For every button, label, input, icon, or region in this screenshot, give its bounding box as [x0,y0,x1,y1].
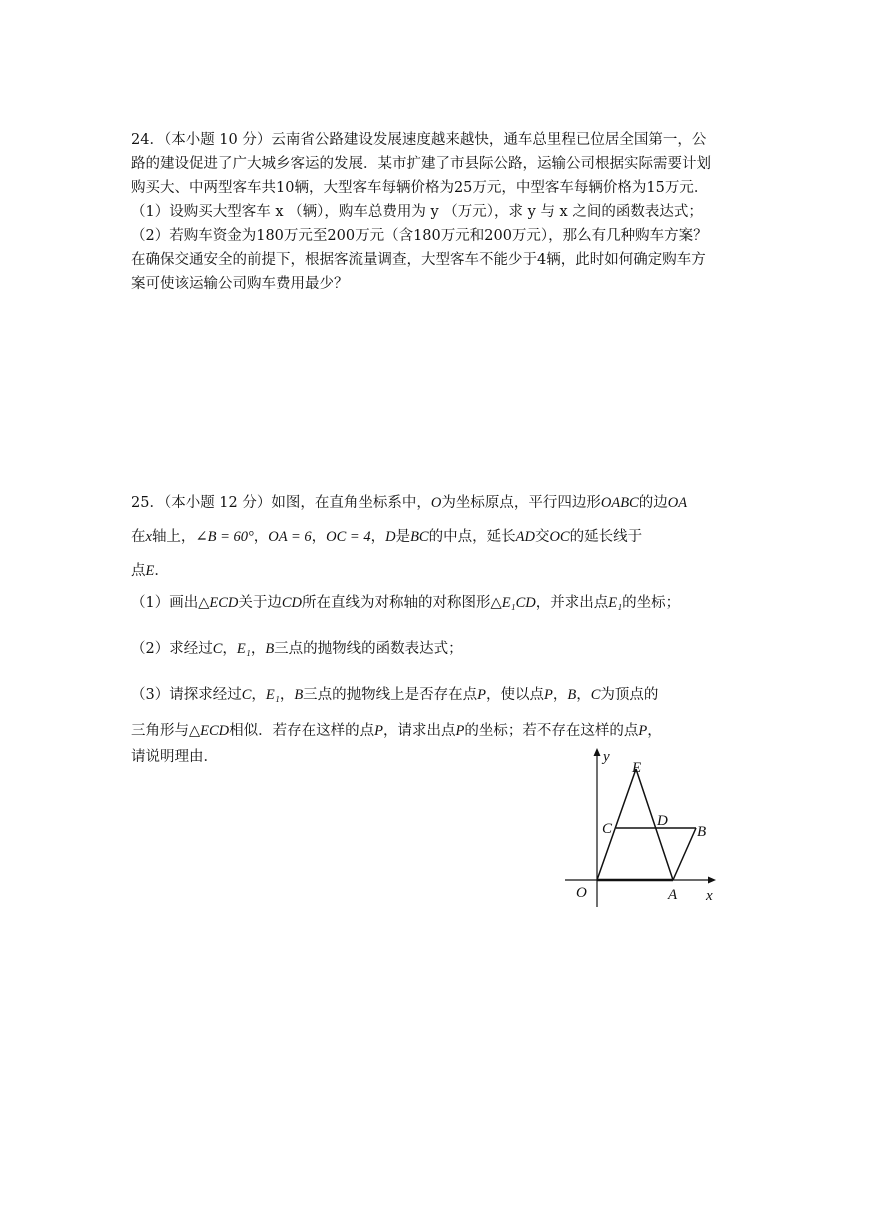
q25-text: （1）画出 [131,595,199,611]
q25-text: ， [552,687,568,703]
math-E1: E₁ [265,687,280,703]
math-P: P [638,723,648,739]
label-B: B [697,824,707,840]
q25-text: 所在直线为对称轴的对称图形 [302,595,491,611]
q25-text: 的中点，延长 [428,529,516,545]
math-E1: E₁ [608,595,623,611]
math-OA: OA [667,495,688,511]
math-C: C [241,687,252,703]
math-E1: E₁ [236,641,251,657]
q24-line-3: 购买大、中两型客车共10辆，大型客车每辆价格为25万元，中型客车每辆价格为15万元． [131,180,709,196]
q25-text: 相似．若存在这样的点 [229,723,375,739]
segment-AB [673,828,696,880]
q25-text: ， [576,687,591,703]
q24-line-2: 路的建设促进了广大城乡客运的发展．某市扩建了市县际公路，运输公司根据实际需要计划 [131,156,711,172]
q25-text: 是 [395,529,411,545]
q25-text: 三点的抛物线上是否存在点 [303,687,478,703]
q25-text: ． [154,563,169,579]
math-OA-eq: OA = 6 [268,529,312,545]
q25-text: ，并求出点 [535,595,609,611]
q25-text: ， [647,723,662,739]
label-x: x [706,888,713,904]
q24-line-1: 24．（本小题 10 分）云南省公路建设发展速度越来越快，通车总里程已位居全国第一，公 [131,132,707,148]
label-O: O [576,885,587,901]
q25-text: ， [311,529,327,545]
q25-part-1 [131,593,680,613]
q25-text: 为顶点的 [600,687,659,703]
math-D: D [385,529,396,545]
q25-text: 的延长线于 [569,529,643,545]
label-y: y [603,749,610,765]
q25-text: ， [250,641,266,657]
math-B: B [567,687,577,703]
q25-line-3 [131,561,169,581]
math-P: P [374,723,384,739]
math-tri-ECD: △ECD [189,723,230,739]
q25-part-3-cont [131,721,662,741]
q25-text: 三角形与 [131,723,189,739]
q25-text: 轴上， [151,529,196,545]
q24-line-5: （2）若购车资金为180万元至200万元（含180万元和200万元），那么有几种购车方案？ [131,228,708,244]
label-C: C [602,821,613,837]
q25-line-1 [131,493,687,513]
math-angle-B: ∠B = 60° [195,529,254,545]
math-x: x [145,529,152,545]
math-CD: CD [281,595,303,611]
x-axis-arrow [708,877,716,884]
q25-text: 点 [131,563,146,579]
math-O: O [430,495,442,511]
math-OC: OC [549,529,570,545]
q25-text: 的坐标； [622,595,681,611]
q25-part-3 [131,685,658,705]
coordinate-figure [560,745,730,910]
label-A: A [668,887,678,903]
q25-text: （2）求经过 [131,641,213,657]
math-P: P [455,723,465,739]
math-OC-eq: OC = 4 [326,529,371,545]
math-AD: AD [515,529,535,545]
q25-line-2 [131,527,642,547]
q25-text: ， [222,641,237,657]
q25-text: 在 [131,529,146,545]
q24-line-6: 在确保交通安全的前提下，根据客流量调查，大型客车不能少于4辆，此时如何确定购车方 [131,252,706,268]
q25-text: 交 [534,529,550,545]
q25-text: 关于边 [238,595,282,611]
q24-line-7: 案可使该运输公司购车费用最少？ [131,276,349,292]
q25-part-3-end: 请说明理由． [131,749,218,765]
q25-text: ， [370,529,386,545]
q25-text: ， [251,687,266,703]
q24-line-4: （1）设购买大型客车 x （辆），购车总费用为 y （万元），求 y 与 x 之间的函数表达式； [131,204,703,220]
question-24 [131,130,743,320]
math-B: B [294,687,304,703]
y-axis-arrow [594,748,601,756]
q25-text: ，使以点 [486,687,545,703]
math-P: P [544,687,553,703]
math-tri-E1CD: △E₁CD [490,595,536,611]
question-25 [131,493,743,773]
q25-text: ， [253,529,269,545]
q25-text: （3）请探求经过 [131,687,242,703]
q25-text: 为坐标原点，平行四边形 [441,495,601,511]
math-tri-ECD: △ECD [198,595,239,611]
q25-part-2 [131,639,463,659]
math-C: C [212,641,223,657]
q25-text: ，请求出点 [383,723,456,739]
math-OABC: OABC [600,495,639,511]
label-E: E [632,760,642,776]
q25-text: 的坐标；若不存在这样的点 [464,723,639,739]
label-D: D [657,813,668,829]
math-P: P [477,687,487,703]
math-BC: BC [410,529,429,545]
q25-text: 的边 [638,495,668,511]
math-C: C [590,687,601,703]
q25-text: ， [279,687,295,703]
math-B: B [265,641,275,657]
q25-text: 三点的抛物线的函数表达式； [274,641,463,657]
math-E: E [145,563,155,579]
q25-text: 25．（本小题 12 分）如图，在直角坐标系中， [131,495,431,511]
